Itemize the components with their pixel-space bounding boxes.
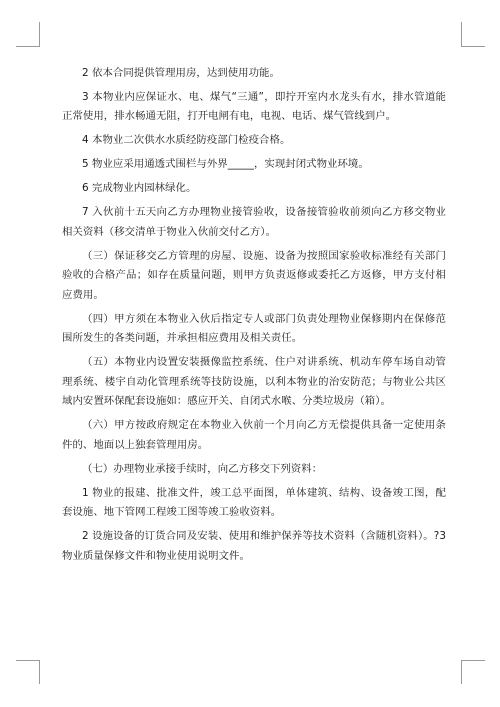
paragraph-item-2: 2 设施设备的订货合同及安装、使用和维护保养等技术资料（含随机资料）。?3 物业质量保修文件和物业使用说明文件。 bbox=[62, 530, 446, 562]
paragraph-section-6: （六）甲方按政府规定在本物业入伙前一个月向乙方无偿提供具备一定使用条件的、地面以上独套管理用房。 bbox=[62, 419, 446, 451]
paragraph-clause-5: 5 物业应采用通透式围栏与外界_____，实现封闭式物业环境。 bbox=[82, 158, 369, 171]
paragraph-section-7: （七）办理物业承接手续时，向乙方移交下列资料： bbox=[82, 462, 323, 475]
paragraph-clause-4: 4 本物业二次供水水质经防疫部门检疫合格。 bbox=[82, 134, 291, 147]
paragraph-clause-7: 7 入伙前十五天向乙方办理物业接管验收，设备接管验收前须向乙方移交物业相关资料（移交清单于物业入伙前交付乙方）。 bbox=[62, 206, 446, 238]
crop-mark-top-left-h bbox=[16, 46, 40, 47]
paragraph-section-4: （四）甲方须在本物业入伙后指定专人或部门负责处理物业保修期内在保修范围所发生的各类问题，并承担相应费用及相关责任。 bbox=[62, 312, 446, 345]
crop-mark-bottom-right-v bbox=[461, 660, 462, 684]
crop-mark-bottom-left-v bbox=[39, 660, 40, 684]
crop-mark-top-right-h bbox=[461, 46, 485, 47]
paragraph-clause-2: 2 依本合同提供管理用房，达到使用功能。 bbox=[82, 67, 280, 79]
paragraph-section-5: （五）本物业内设置安装摄像监控系统、住户对讲系统、机动车停车场自动管理系统、楼宇自动化管理系统等技防设施，以利本物业的治安防范；与物业公共区域内安置环保配套设施如：感应开关、自闭式水喉、分类垃圾房（箱）。 bbox=[62, 356, 446, 408]
crop-mark-top-right-v bbox=[461, 22, 462, 46]
paragraph-clause-3: 3 本物业内应保证水、电、煤气“三通”，即拧开室内水龙头有水，排水管道能正常使用，排水畅通无阻，打开电闸有电，电视、电话、煤气管线到户。 bbox=[62, 90, 446, 123]
paragraph-item-1: 1 物业的报建、批准文件，竣工总平面图，单体建筑、结构、设备竣工图，配套设施、地下管网工程竣工图等竣工验收资料。 bbox=[62, 486, 446, 519]
crop-mark-bottom-left-h bbox=[16, 660, 40, 661]
crop-mark-top-left-v bbox=[39, 22, 40, 46]
crop-mark-bottom-right-h bbox=[461, 660, 485, 661]
document-body bbox=[62, 64, 446, 571]
paragraph-clause-6: 6 完成物业内园林绿化。 bbox=[82, 182, 197, 195]
paragraph-section-3: （三）保证移交乙方管理的房屋、设施、设备为按照国家验收标准经有关部门验收的合格产品；如存在质量问题，则甲方负责返修或委托乙方返修，甲方支付相应费用。 bbox=[62, 249, 446, 301]
